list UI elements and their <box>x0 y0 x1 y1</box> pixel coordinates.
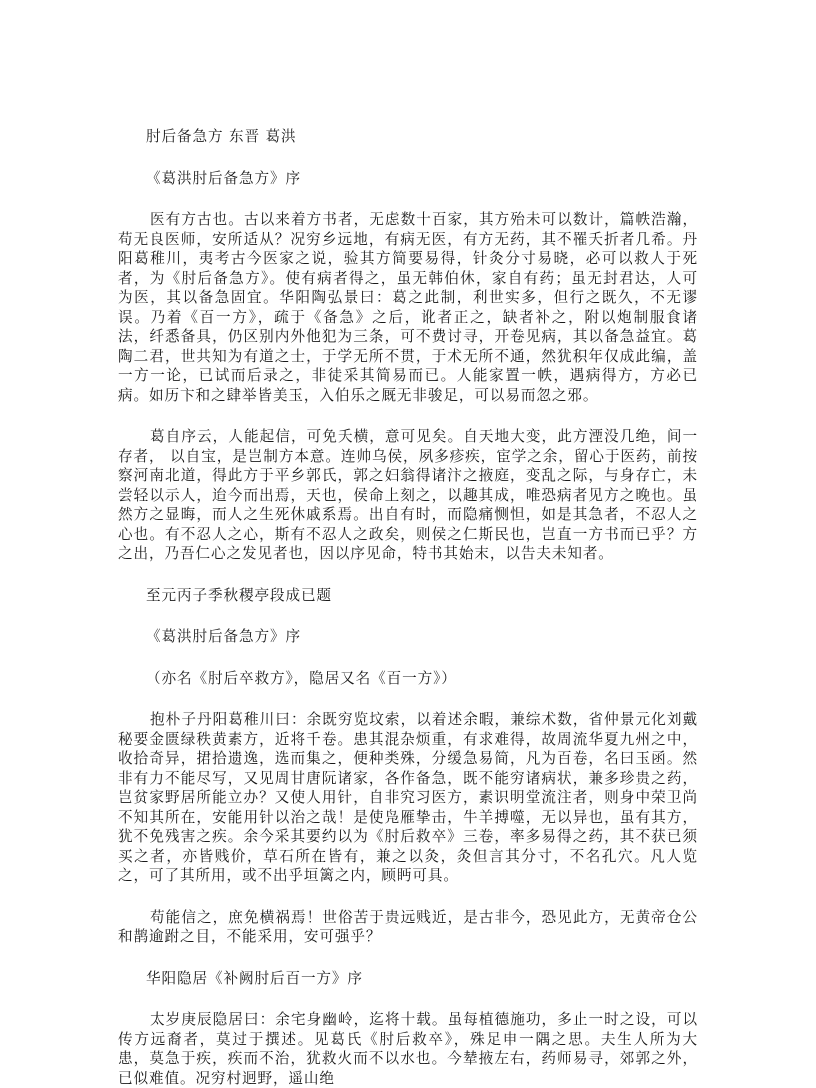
body-paragraph: 葛自序云，人能起信，可免夭横，意可见矣。自天地大变，此方湮没几绝，间一存者， 以自宝，是岂制方本意。连帅乌侯，夙多疹疾，宦学之余，留心于医药，前按察河南北道，得此方于平乡郭氏，郭之妇翁得诸汴之掖庭，变乱之际，与身存亡，未尝轻以示人，迨今而出焉，天也，侯命上刻之，以趣其成，唯恐病者见方之晚也。虽然方之显晦，而人之生死休戚系焉。出自有时，而隐痛恻怛，如是其急者，不忍人之心也。有不忍人之心，斯有不忍人之政矣，则侯之仁斯民也，岂直一方书而已乎？方之出，乃吾仁心之发见者也，因以序见命，特书其始末，以告夫未知者。 <box>118 428 698 562</box>
section-heading: 《葛洪肘后备急方》序 <box>146 628 301 645</box>
section-heading: 《葛洪肘后备急方》序 <box>146 169 301 187</box>
signature-line: 至元丙子季秋稷亭段成已题 <box>146 586 332 604</box>
section-heading: 华阳隐居《补阙肘后百一方》序 <box>146 969 363 987</box>
section-subheading: （亦名《肘后卒救方》，隐居又名《百一方》） <box>146 669 457 687</box>
body-paragraph: 太岁庚辰隐居曰：余宅身幽岭，迄将十载。虽每植德施功，多止一时之设，可以传方远裔者，莫过于撰述。见葛氏《肘后救卒》，殊足申一隅之思。夫生人所为大患，莫急于疾，疾而不治，犹救火而不以水也。今辇掖左右，药师易寻，郊郭之外，已似难值。况穷村迥野，遥山绝 <box>118 1011 698 1087</box>
body-paragraph: 医有方古也。古以来着方书者，无虑数十百家，其方殆未可以数计，篇帙浩瀚，苟无良医师，安所适从？况穷乡远地，有病无医，有方无药，其不罹夭折者几希。丹阳葛稚川，夷考古今医家之说，验其方简要易得，针灸分寸易晓，必可以救人于死者，为《肘后备急方》。使有病者得之，虽无韩伯休，家自有药；虽无封君达，人可为医，其以备急固宜。华阳陶弘景曰：葛之此制，利世实多，但行之既久，不无谬误。乃着《百一方》，疏于《备急》之后，讹者正之，缺者补之，附以炮制服食诸法，纤悉备具，仍区别内外他犯为三条，可不费讨寻，开卷见病，其以备急益宜。葛陶二君，世共知为有道之士，于学无所不贯，于术无所不通，然犹积年仅成此编，盖一方一论，已试而后录之，非徒采其简易而已。人能家置一帙，遇病得方，方必已病。如历卞和之肆举皆美玉，入伯乐之厩无非骏足，可以易而忽之邪。 <box>118 211 698 404</box>
body-paragraph: 抱朴子丹阳葛稚川曰：余既穷览坟索，以着述余暇，兼综术数，省仲景元化刘戴秘要金匮绿秩黄素方，近将千卷。患其混杂烦重，有求难得，故周流华夏九州之中，收拾奇异，捃拾遗逸，选而集之，便种类殊，分缓急易简，凡为百卷，名曰玉函。然非有力不能尽写，又见周甘唐阮诸家，各作备急，既不能穷诸病状，兼多珍贵之药，岂贫家野居所能立办？又使人用针，自非究习医方，素识明堂流注者，则身中荣卫尚不知其所在，安能用针以治之哉！是使凫雁挚击，牛羊搏噬，无以异也，虽有其方，犹不免残害之疾。余今采其要约以为《肘后救卒》三卷，率多易得之药，其不获已须买之者，亦皆贱价，草石所在皆有，兼之以灸，灸但言其分寸，不名孔穴。凡人览之，可了其所用，或不出乎垣篱之内，顾眄可具。 <box>118 711 698 884</box>
document-title-line: 肘后备急方 东晋 葛洪 <box>146 128 297 145</box>
body-paragraph: 苟能信之，庶免横祸焉！世俗苦于贵远贱近，是古非今，恐见此方，无黄帝仓公和鹊逾跗之目，不能采用，安可强乎？ <box>118 908 698 945</box>
document-page <box>118 127 698 1088</box>
